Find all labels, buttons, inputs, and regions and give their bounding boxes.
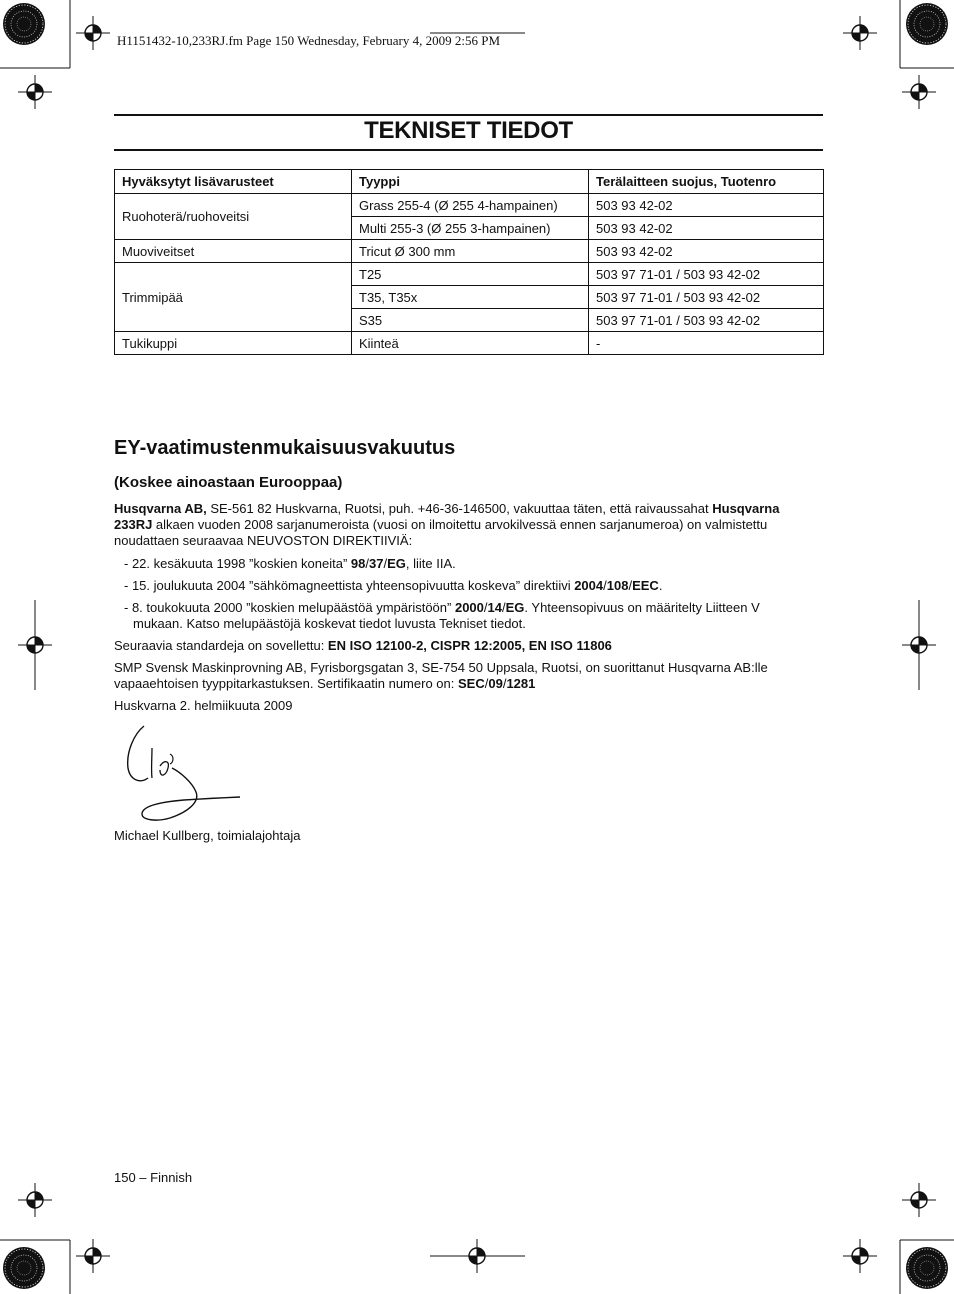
certificate-part: 1281 bbox=[506, 676, 536, 691]
directive-text: - 22. kesäkuuta 1998 ”koskien koneita” bbox=[124, 556, 351, 571]
directive-number: 2004 bbox=[574, 578, 604, 593]
table-header-row bbox=[115, 170, 824, 194]
table-cell: T35, T35x bbox=[352, 286, 589, 309]
table-cell: Grass 255-4 (Ø 255 4-hampainen) bbox=[352, 194, 589, 217]
table-row bbox=[115, 263, 824, 286]
table-cell: Multi 255-3 (Ø 255 3-hampainen) bbox=[352, 217, 589, 240]
signature bbox=[118, 720, 248, 825]
type-examination-text: SMP Svensk Maskinprovning AB, Fyrisborgsgatan 3, SE-754 50 Uppsala, Ruotsi, on suorittanut Husqvarna AB:lle vapaaehtoisen tyyppitarkastuksen. Sertifikaatin numero on: bbox=[114, 660, 768, 691]
table-cell: S35 bbox=[352, 309, 589, 332]
intro-text: SE-561 82 Huskvarna, Ruotsi, puh. +46-36-146500, vakuuttaa täten, että raivaussahat bbox=[206, 501, 713, 516]
directive-machinery bbox=[124, 556, 814, 572]
directive-number: 98 bbox=[350, 556, 366, 571]
title-rule-top bbox=[114, 114, 823, 116]
title-rule-bottom bbox=[114, 149, 823, 151]
table-row bbox=[115, 194, 824, 217]
accessories-table bbox=[114, 169, 824, 355]
table-cell: - bbox=[589, 332, 824, 355]
table-cell: 503 93 42-02 bbox=[589, 194, 824, 217]
standards-values: EN ISO 12100-2, CISPR 12:2005, EN ISO 11806 bbox=[327, 638, 612, 653]
standards-line bbox=[114, 638, 819, 654]
certificate-part: 09 bbox=[488, 676, 503, 691]
directive-number: 2000 bbox=[454, 600, 484, 615]
product-model: Husqvarna 233RJ bbox=[114, 501, 780, 532]
intro-text-continued: alkaen vuoden 2008 sarjanumeroista (vuosi on ilmoitettu arvokilvessä ennen sarjanumeroa) on valmistettu noudattaen seuraavaa NEUVOSTON DIREKTIIVIÄ: bbox=[114, 517, 768, 548]
type-examination bbox=[114, 660, 819, 692]
directive-separator: / bbox=[383, 556, 388, 571]
table-cell: 503 97 71-01 / 503 93 42-02 bbox=[589, 286, 824, 309]
table-header: Hyväksytyt lisävarusteet bbox=[115, 170, 352, 194]
table-cell: 503 93 42-02 bbox=[589, 217, 824, 240]
directive-separator: / bbox=[603, 578, 607, 593]
certificate-part: SEC bbox=[457, 676, 485, 691]
table-row bbox=[115, 332, 824, 355]
directive-tail: . Yhteensopivuus on määritelty Liitteen V bbox=[524, 600, 760, 615]
table-category: Ruohoterä/ruohoveitsi bbox=[115, 194, 352, 240]
directive-tail-continued: mukaan. Katso melupäästöjä koskevat tiedot luvusta Tekniset tiedot. bbox=[133, 616, 526, 631]
certificate-separator: / bbox=[502, 676, 507, 691]
directive-separator: / bbox=[365, 556, 370, 571]
place-date: Huskvarna 2. helmiikuuta 2009 bbox=[114, 698, 293, 713]
directive-separator: / bbox=[628, 578, 633, 593]
directive-text: - 8. toukokuuta 2000 ”koskien melupäästöä ympäristöön” bbox=[124, 600, 455, 615]
directive-number: 108 bbox=[606, 578, 629, 593]
page-footer: 150 – Finnish bbox=[114, 1170, 193, 1185]
table-category: Trimmipää bbox=[115, 263, 352, 332]
directive-text: - 15. joulukuuta 2004 ”sähkömagneettista yhteensopivuutta koskeva” direktiivi bbox=[124, 578, 575, 593]
directive-noise bbox=[124, 600, 814, 632]
declaration-subheading: (Koskee ainoastaan Eurooppaa) bbox=[114, 474, 343, 491]
directive-separator: / bbox=[483, 600, 488, 615]
directive-number: 14 bbox=[487, 600, 502, 615]
table-cell: Kiinteä bbox=[352, 332, 589, 355]
table-category: Muoviveitset bbox=[115, 240, 352, 263]
table-cell: Tricut Ø 300 mm bbox=[352, 240, 589, 263]
table-cell: T25 bbox=[352, 263, 589, 286]
directive-number: EG bbox=[387, 556, 406, 571]
table-header: Tyyppi bbox=[352, 170, 589, 194]
directive-number: EG bbox=[505, 600, 525, 615]
directive-tail: , liite IIA. bbox=[405, 556, 456, 571]
table-cell: 503 97 71-01 / 503 93 42-02 bbox=[589, 309, 824, 332]
table-category: Tukikuppi bbox=[115, 332, 352, 355]
file-header: H1151432-10,233RJ.fm Page 150 Wednesday, February 4, 2009 2:56 PM bbox=[117, 33, 501, 48]
page-title: TEKNISET TIEDOT bbox=[364, 117, 573, 144]
table-cell: 503 93 42-02 bbox=[589, 240, 824, 263]
declaration-heading: EY-vaatimustenmukaisuusvakuutus bbox=[114, 437, 456, 459]
certificate-separator: / bbox=[484, 676, 489, 691]
table-header: Terälaitteen suojus, Tuotenro bbox=[589, 170, 824, 194]
directive-number: EEC bbox=[632, 578, 659, 593]
declaration-intro bbox=[114, 501, 819, 549]
signatory-name: Michael Kullberg, toimialajohtaja bbox=[114, 828, 301, 843]
standards-label: Seuraavia standardeja on sovellettu: bbox=[114, 638, 328, 653]
company-name: Husqvarna AB, bbox=[114, 501, 207, 516]
directive-emc bbox=[124, 578, 814, 594]
directive-separator: / bbox=[501, 600, 506, 615]
table-cell: 503 97 71-01 / 503 93 42-02 bbox=[589, 263, 824, 286]
table-row bbox=[115, 240, 824, 263]
directive-number: 37 bbox=[369, 556, 384, 571]
directive-tail: . bbox=[658, 578, 663, 593]
